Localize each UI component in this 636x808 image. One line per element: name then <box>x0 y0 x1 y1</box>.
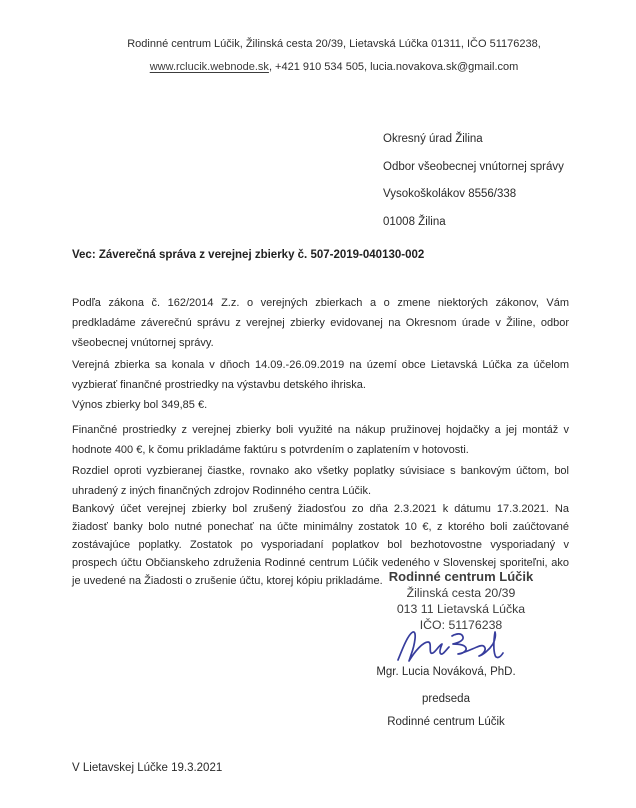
letterhead-line1: Rodinné centrum Lúčik, Žilinská cesta 20/39, Lietavská Lúčka 01311, IČO 51176238, <box>127 38 541 50</box>
body-paragraph: Podľa zákona č. 162/2014 Z.z. o verejných zbierkach a o zmene niektorých zákonov, Vám predkladáme záverečnú správu z verejnej zbierky evidovanej na Okresnom úrade v Žiline, odbor všeobecnej vnútornej správy. <box>72 297 569 349</box>
website-link[interactable]: www.rclucik.webnode.sk <box>149 60 269 73</box>
letterhead <box>32 33 636 78</box>
body-paragraph: Rozdiel oproti vyzbieranej čiastke, rovnako ako všetky poplatky súvisiace s bankovým účtom, bol uhradený z iných finančných zdrojov Rodinného centra Lúčik. <box>72 465 569 497</box>
letterhead-contacts: , +421 910 534 505, lucia.novakova.sk@gmail.com <box>268 60 519 73</box>
signer-role: predseda <box>422 693 470 705</box>
signature-ink <box>392 622 517 668</box>
place-date-line: V Lietavskej Lúčke 19.3.2021 <box>72 762 223 774</box>
recipient-line: Odbor všeobecnej vnútornej správy <box>383 160 564 173</box>
recipient-line: Vysokoškolákov 8556/338 <box>383 188 517 200</box>
recipient-line: 01008 Žilina <box>383 215 446 228</box>
body-paragraph: Verejná zbierka sa konala v dňoch 14.09.-26.09.2019 na území obce Lietavská Lúčka za účelom vyzbierať finančné prostriedky na výstavbu detského ihriska. <box>72 359 569 391</box>
body-paragraph: Bankový účet verejnej zbierky bol zrušený žiadosťou zo dňa 2.3.2021 k dátumu 17.3.2021. Na žiadosť banky bolo nutné ponechať na účte minimálny zostatok 10 €, z ktorého boli zaúčtované zostávajúce poplatky. Zostatok po vysporiadaní poplatkov bol bezhotovostne vysporiadaný v prospech účtu Občianskeho združenia Rodinné centrum Lúčik vedeného v Slovenskej sporiteľni, ako je uvedené na Žiadosti o zrušenie účtu, ktorej kópiu prikladáme. <box>72 503 569 587</box>
recipient-address <box>383 126 564 236</box>
signer-name: Mgr. Lucia Nováková, PhD. <box>376 666 516 678</box>
body-paragraph: Výnos zbierky bol 349,85 €. <box>72 399 208 411</box>
stamp-city: 013 11 Lietavská Lúčka <box>396 602 526 616</box>
stamp-street: Žilinská cesta 20/39 <box>406 586 516 600</box>
body-paragraph: Finančné prostriedky z verejnej zbierky boli využité na nákup pružinovej hojdačky a jej montáž v hodnote 400 €, k čomu prikladáme faktúru s potvrdením o zaplatením v hotovosti. <box>72 424 569 456</box>
recipient-line: Okresný úrad Žilina <box>383 133 483 145</box>
stamp-ico: IČO: 51176238 <box>419 618 503 632</box>
stamp-org-name: Rodinné centrum Lúčik <box>388 569 534 584</box>
letterhead-line2 <box>32 56 636 79</box>
subject-line: Vec: Záverečná správa z verejnej zbierky č. 507-2019-040130-002 <box>72 249 425 261</box>
signer-org: Rodinné centrum Lúčik <box>387 716 505 728</box>
